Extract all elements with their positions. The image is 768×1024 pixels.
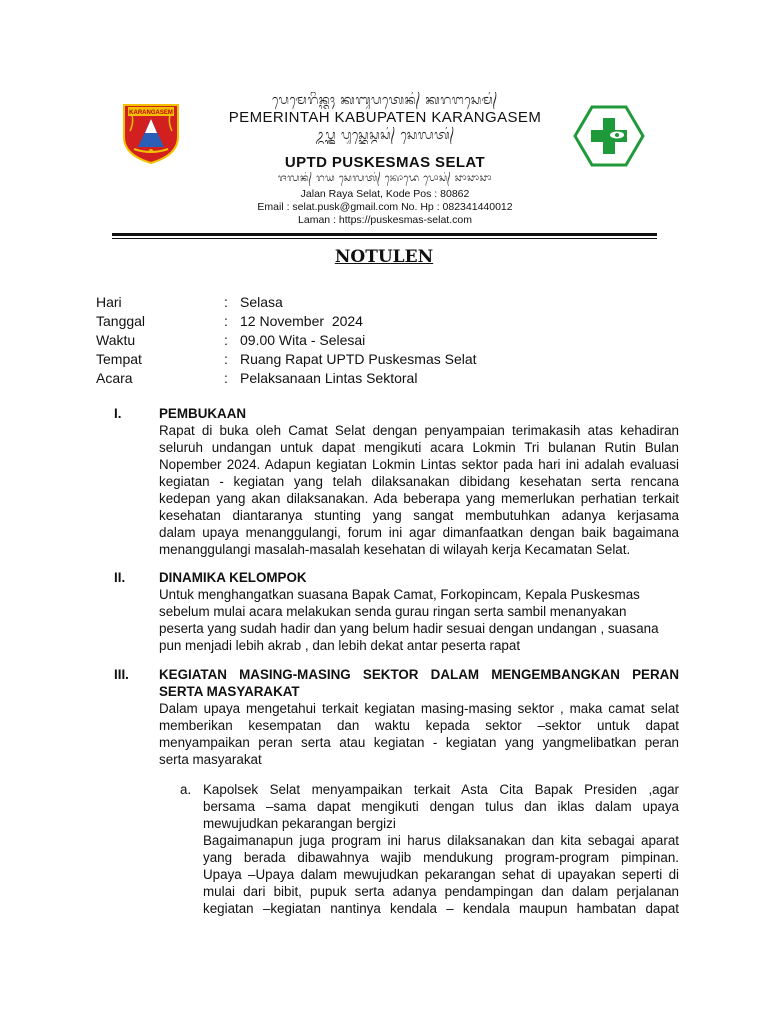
info-value: 12 November 2024 bbox=[240, 313, 363, 329]
info-label: Tanggal bbox=[96, 313, 146, 329]
paragraph-line: Bagaimanapun juga program ini harus dilaksanakan dan kita sebagai aparat bbox=[203, 833, 679, 848]
section-dinamika-kelompok bbox=[114, 569, 679, 654]
puskesmas-logo bbox=[572, 104, 646, 168]
section-body bbox=[159, 569, 679, 654]
section-heading: SERTA MASYARAKAT bbox=[159, 684, 300, 699]
paragraph-line: pun menjadi lebih akrab , dan lebih dekat antar peserta rapat bbox=[159, 638, 521, 653]
karangasem-emblem-logo bbox=[120, 103, 182, 165]
info-label: Waktu bbox=[96, 332, 136, 348]
info-colon: : bbox=[224, 313, 228, 329]
paragraph-line: kegiatan –kegiatan nantinya kendala – kendala maupun hambatan dapat bbox=[203, 901, 679, 916]
info-colon: : bbox=[224, 332, 228, 348]
subitem-a bbox=[180, 781, 679, 917]
letterhead-thick-rule bbox=[112, 233, 657, 236]
section-number: III. bbox=[114, 667, 129, 682]
info-colon: : bbox=[224, 370, 228, 386]
document-title: NOTULEN bbox=[334, 247, 434, 267]
paragraph-line: memberikan kesempatan dan waktu kepada sektor –sektor untuk dapat bbox=[159, 718, 679, 733]
info-label: Tempat bbox=[96, 351, 142, 367]
section-heading: PEMBUKAAN bbox=[159, 406, 247, 421]
contact-line: Email : selat.pusk@gmail.com No. Hp : 082341440012 bbox=[257, 201, 513, 213]
paragraph-line: menyampaikan peran serta atau kegiatan - kegiatan yang yangmelibatkan peran bbox=[159, 735, 679, 750]
letterhead-text bbox=[180, 92, 590, 227]
address-line: Jalan Raya Selat, Kode Pos : 80862 bbox=[300, 188, 470, 200]
paragraph-line: Upaya –Upaya dalam mewujudkan pekarangan sehat di upayakan seperti di bbox=[203, 867, 679, 882]
section-body bbox=[159, 666, 679, 768]
paragraph-line: menanggulangi masalah-masalah kesehatan di wilayah kerja Kecamatan Selat. bbox=[159, 542, 631, 557]
paragraph-line: kedepan yang akan dilaksanakan. Ada beberapa yang memerlukan perhatian terkait bbox=[159, 491, 679, 506]
balinese-script-line: ᬧᬾᬫᬾᬭᬶᬦ᭄ᬢᬄ ᬓᬩᬸᬧᬢᬾᬦ᭄ ᬓᬭᬗᬲᬾᬫ᭄ bbox=[272, 93, 498, 108]
info-colon: : bbox=[224, 294, 228, 310]
government-name: PEMERINTAH KABUPATEN KARANGASEM bbox=[228, 109, 542, 126]
info-label: Acara bbox=[96, 370, 133, 386]
paragraph-line: Dalam upaya mengetahui terkait kegiatan masing-masing sektor , maka camat selat bbox=[159, 701, 679, 716]
subitem-marker: a. bbox=[180, 782, 192, 797]
paragraph-line: seluruh undangan untuk dapat mengikuti acara Lokmin Tri bulanan Rutin Bulan bbox=[159, 440, 679, 455]
section-body bbox=[159, 405, 679, 558]
paragraph-line: yang berada dibawahnya wajib mendukung program-program pimpinan. bbox=[203, 850, 679, 865]
paragraph-line: sebelum mulai acara melakukan senda gurau ringan serta sambil menanyakan bbox=[159, 604, 627, 619]
paragraph-line: peserta yang sudah hadir dan yang belum hadir sesuai dengan undangan , suasana bbox=[159, 621, 659, 636]
info-value: Pelaksanaan Lintas Sektoral bbox=[240, 370, 418, 386]
paragraph-line: mulai dari bibit, pupuk serta adanya pendampingan dan dalam perjalanan bbox=[203, 884, 679, 899]
info-value: Selasa bbox=[240, 294, 283, 310]
info-value: 09.00 Wita - Selesai bbox=[240, 332, 366, 348]
info-colon: : bbox=[224, 351, 228, 367]
paragraph-line: kesehatan diantaranya stunting yang sangat membutuhkan adanya kerjasama bbox=[159, 508, 679, 523]
info-label: Hari bbox=[96, 294, 122, 310]
section-pembukaan bbox=[114, 405, 679, 558]
section-kegiatan-sektor bbox=[114, 666, 679, 768]
section-number: II. bbox=[114, 570, 126, 585]
paragraph-line: Untuk menghangatkan suasana Bapak Camat, Forkopincam, Kepala Puskesmas bbox=[159, 587, 640, 602]
subitem-body bbox=[203, 781, 679, 917]
section-heading: KEGIATAN MASING-MASING SEKTOR DALAM MENGEMBANGKAN PERAN bbox=[159, 667, 679, 682]
paragraph-line: mewujudkan pekarangan bergizi bbox=[203, 816, 396, 831]
paragraph-line: dalam upaya menanggulangi, forum ini agar dimanfaatkan dengan baik bagaimana bbox=[159, 525, 679, 540]
balinese-script-line: ᬚᬮᬦ᭄ ᬭᬬ ᬲᬾᬮᬢ᭄ ᬓᭀᬤᬾ ᬧᭀᬲ᭄ ᬘᬵᬘᬵᬘᬵ bbox=[278, 173, 492, 184]
paragraph-line: Kapolsek Selat menyampaikan terkait Asta Cita Bapak Presiden ,agar bbox=[203, 782, 679, 797]
website-line: Laman : https://puskesmas-selat.com bbox=[298, 214, 472, 226]
letterhead-thin-rule bbox=[112, 238, 657, 239]
info-value: Ruang Rapat UPTD Puskesmas Selat bbox=[240, 351, 477, 367]
paragraph-line: serta masyarakat bbox=[159, 752, 262, 767]
paragraph-line: kegiatan - kegiatan yang telah dilaksanakan dibidang kesehatan serta rencana bbox=[159, 474, 679, 489]
paragraph-line: bersama –sama dapat mengikuti dengan tulus dan iklas dalam upaya bbox=[203, 799, 679, 814]
institution-name: UPTD PUSKESMAS SELAT bbox=[284, 154, 486, 171]
section-heading: DINAMIKA KELOMPOK bbox=[159, 570, 307, 585]
section-number: I. bbox=[114, 406, 122, 421]
paragraph-line: Rapat di buka oleh Camat Selat dengan penyampaian terimakasih atas kehadiran bbox=[159, 423, 679, 438]
balinese-script-line: ᬉᬧ᭄ᬢ᭄ᬤ ᬧᬸᬲ᭄ᬓᬾᬲ᭄ᬫᬲ᭄ ᬲᬾᬮᬢ᭄ bbox=[315, 128, 455, 143]
emblem-label: KARANGASEM bbox=[129, 110, 173, 116]
paragraph-line: Nopember 2024. Adapun kegiatan Lokmin Lintas sektor pada hari ini adalah evaluasi bbox=[159, 457, 679, 472]
